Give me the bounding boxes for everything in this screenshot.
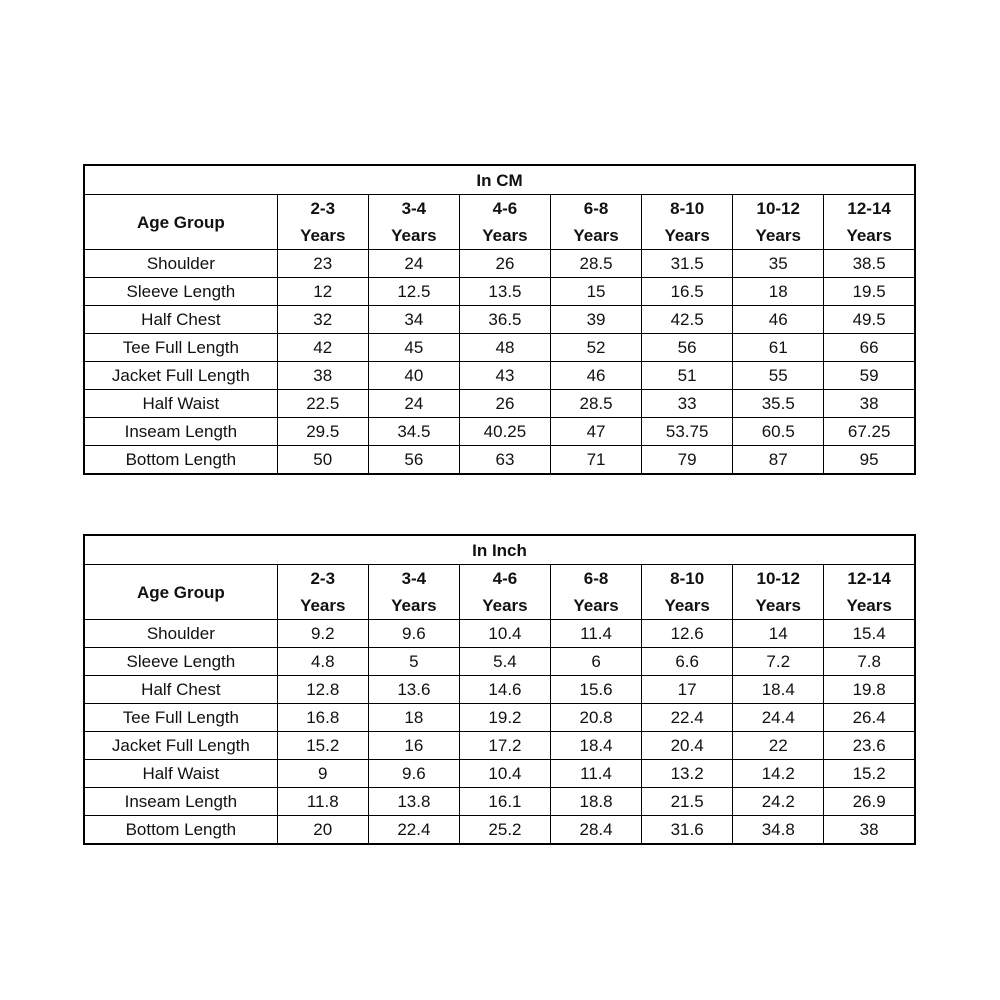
age-unit: Years: [846, 226, 892, 245]
age-unit: Years: [482, 226, 528, 245]
measurement-cell: 19.5: [824, 278, 915, 306]
measurement-cell: 59: [824, 362, 915, 390]
age-range: 12-14: [847, 199, 891, 218]
measurement-cell: 26: [459, 250, 550, 278]
table-row: [84, 732, 915, 760]
measurement-cell: 4.8: [277, 648, 368, 676]
age-column-header: [368, 565, 459, 620]
size-chart-cm-table: [83, 164, 916, 475]
table-row: [84, 390, 915, 418]
age-range: 8-10: [670, 569, 705, 588]
measurement-cell: 18: [368, 704, 459, 732]
table-row: [84, 306, 915, 334]
measurement-cell: 12.8: [277, 676, 368, 704]
table-row: [84, 278, 915, 306]
age-range: 10-12: [756, 569, 800, 588]
measurement-cell: 20.4: [642, 732, 733, 760]
age-column-header: [642, 195, 733, 250]
measurement-cell: 12.6: [642, 620, 733, 648]
measurement-cell: 22: [733, 732, 824, 760]
measurement-cell: 20.8: [551, 704, 642, 732]
table-title: In CM: [84, 165, 915, 195]
age-range: 6-8: [583, 569, 609, 588]
measurement-cell: 43: [459, 362, 550, 390]
row-label: Inseam Length: [84, 418, 277, 446]
measurement-cell: 6.6: [642, 648, 733, 676]
measurement-cell: 21.5: [642, 788, 733, 816]
age-column-header: [459, 565, 550, 620]
measurement-cell: 7.8: [824, 648, 915, 676]
measurement-cell: 9.6: [368, 620, 459, 648]
age-unit: Years: [391, 226, 437, 245]
row-label: Sleeve Length: [84, 648, 277, 676]
age-column-header: [642, 565, 733, 620]
age-column-header: [733, 565, 824, 620]
measurement-cell: 24: [368, 250, 459, 278]
measurement-cell: 13.5: [459, 278, 550, 306]
measurement-cell: 49.5: [824, 306, 915, 334]
measurement-cell: 7.2: [733, 648, 824, 676]
measurement-cell: 18: [733, 278, 824, 306]
table-row: [84, 620, 915, 648]
age-range: 3-4: [401, 569, 427, 588]
measurement-cell: 60.5: [733, 418, 824, 446]
measurement-cell: 67.25: [824, 418, 915, 446]
measurement-cell: 56: [368, 446, 459, 475]
row-label: Sleeve Length: [84, 278, 277, 306]
row-label: Bottom Length: [84, 816, 277, 845]
measurement-cell: 87: [733, 446, 824, 475]
age-column-header: [551, 565, 642, 620]
measurement-cell: 15.2: [277, 732, 368, 760]
row-label: Inseam Length: [84, 788, 277, 816]
age-unit: Years: [664, 596, 710, 615]
measurement-cell: 5: [368, 648, 459, 676]
header-row: [84, 565, 915, 620]
measurement-cell: 17.2: [459, 732, 550, 760]
measurement-cell: 22.4: [642, 704, 733, 732]
measurement-cell: 13.8: [368, 788, 459, 816]
age-unit: Years: [755, 596, 801, 615]
measurement-cell: 28.4: [551, 816, 642, 845]
measurement-cell: 10.4: [459, 620, 550, 648]
table-row: [84, 704, 915, 732]
age-unit: Years: [300, 596, 346, 615]
measurement-cell: 18.4: [551, 732, 642, 760]
measurement-cell: 12.5: [368, 278, 459, 306]
measurement-cell: 46: [733, 306, 824, 334]
table-row: [84, 418, 915, 446]
measurement-cell: 52: [551, 334, 642, 362]
age-group-header: Age Group: [84, 195, 277, 250]
size-chart-inch-table: [83, 534, 916, 845]
measurement-cell: 11.8: [277, 788, 368, 816]
measurement-cell: 23: [277, 250, 368, 278]
age-range: 8-10: [670, 199, 705, 218]
measurement-cell: 26.4: [824, 704, 915, 732]
row-label: Half Chest: [84, 676, 277, 704]
measurement-cell: 39: [551, 306, 642, 334]
table-row: [84, 250, 915, 278]
measurement-cell: 63: [459, 446, 550, 475]
row-label: Tee Full Length: [84, 704, 277, 732]
measurement-cell: 35: [733, 250, 824, 278]
age-unit: Years: [573, 596, 619, 615]
measurement-cell: 13.2: [642, 760, 733, 788]
age-range: 4-6: [492, 569, 518, 588]
measurement-cell: 16: [368, 732, 459, 760]
age-unit: Years: [391, 596, 437, 615]
measurement-cell: 31.5: [642, 250, 733, 278]
measurement-cell: 20: [277, 816, 368, 845]
age-unit: Years: [664, 226, 710, 245]
measurement-cell: 17: [642, 676, 733, 704]
age-range: 2-3: [310, 569, 336, 588]
measurement-cell: 15.6: [551, 676, 642, 704]
age-column-header: [824, 565, 915, 620]
measurement-cell: 45: [368, 334, 459, 362]
measurement-cell: 9.6: [368, 760, 459, 788]
row-label: Half Waist: [84, 760, 277, 788]
measurement-cell: 66: [824, 334, 915, 362]
row-label: Tee Full Length: [84, 334, 277, 362]
measurement-cell: 6: [551, 648, 642, 676]
measurement-cell: 28.5: [551, 250, 642, 278]
measurement-cell: 38.5: [824, 250, 915, 278]
measurement-cell: 40.25: [459, 418, 550, 446]
measurement-cell: 28.5: [551, 390, 642, 418]
age-range: 3-4: [401, 199, 427, 218]
measurement-cell: 25.2: [459, 816, 550, 845]
measurement-cell: 53.75: [642, 418, 733, 446]
measurement-cell: 23.6: [824, 732, 915, 760]
measurement-cell: 12: [277, 278, 368, 306]
age-unit: Years: [846, 596, 892, 615]
measurement-cell: 34.8: [733, 816, 824, 845]
measurement-cell: 79: [642, 446, 733, 475]
measurement-cell: 95: [824, 446, 915, 475]
age-column-header: [551, 195, 642, 250]
row-label: Shoulder: [84, 250, 277, 278]
measurement-cell: 56: [642, 334, 733, 362]
age-column-header: [459, 195, 550, 250]
measurement-cell: 50: [277, 446, 368, 475]
age-group-header: Age Group: [84, 565, 277, 620]
measurement-cell: 51: [642, 362, 733, 390]
measurement-cell: 22.5: [277, 390, 368, 418]
age-unit: Years: [755, 226, 801, 245]
row-label: Half Waist: [84, 390, 277, 418]
age-range: 4-6: [492, 199, 518, 218]
age-column-header: [824, 195, 915, 250]
measurement-cell: 16.8: [277, 704, 368, 732]
table-row: [84, 334, 915, 362]
measurement-cell: 14: [733, 620, 824, 648]
measurement-cell: 9.2: [277, 620, 368, 648]
measurement-cell: 9: [277, 760, 368, 788]
measurement-cell: 14.2: [733, 760, 824, 788]
measurement-cell: 33: [642, 390, 733, 418]
measurement-cell: 26.9: [824, 788, 915, 816]
measurement-cell: 11.4: [551, 620, 642, 648]
measurement-cell: 11.4: [551, 760, 642, 788]
row-label: Jacket Full Length: [84, 732, 277, 760]
measurement-cell: 16.1: [459, 788, 550, 816]
measurement-cell: 18.4: [733, 676, 824, 704]
measurement-cell: 47: [551, 418, 642, 446]
row-label: Shoulder: [84, 620, 277, 648]
table-row: [84, 676, 915, 704]
measurement-cell: 29.5: [277, 418, 368, 446]
age-range: 2-3: [310, 199, 336, 218]
measurement-cell: 34.5: [368, 418, 459, 446]
measurement-cell: 24.2: [733, 788, 824, 816]
measurement-cell: 5.4: [459, 648, 550, 676]
measurement-cell: 36.5: [459, 306, 550, 334]
header-row: [84, 195, 915, 250]
age-column-header: [277, 195, 368, 250]
age-range: 10-12: [756, 199, 800, 218]
measurement-cell: 10.4: [459, 760, 550, 788]
age-unit: Years: [300, 226, 346, 245]
table-row: [84, 648, 915, 676]
measurement-cell: 22.4: [368, 816, 459, 845]
table-row: [84, 816, 915, 845]
measurement-cell: 71: [551, 446, 642, 475]
measurement-cell: 19.2: [459, 704, 550, 732]
measurement-cell: 31.6: [642, 816, 733, 845]
measurement-cell: 15.4: [824, 620, 915, 648]
age-range: 6-8: [583, 199, 609, 218]
measurement-cell: 15.2: [824, 760, 915, 788]
age-unit: Years: [573, 226, 619, 245]
measurement-cell: 48: [459, 334, 550, 362]
age-range: 12-14: [847, 569, 891, 588]
measurement-cell: 24: [368, 390, 459, 418]
measurement-cell: 13.6: [368, 676, 459, 704]
measurement-cell: 26: [459, 390, 550, 418]
measurement-cell: 35.5: [733, 390, 824, 418]
measurement-cell: 19.8: [824, 676, 915, 704]
age-column-header: [368, 195, 459, 250]
measurement-cell: 34: [368, 306, 459, 334]
row-label: Half Chest: [84, 306, 277, 334]
measurement-cell: 38: [824, 390, 915, 418]
measurement-cell: 61: [733, 334, 824, 362]
measurement-cell: 46: [551, 362, 642, 390]
table-row: [84, 760, 915, 788]
measurement-cell: 40: [368, 362, 459, 390]
table-title: In Inch: [84, 535, 915, 565]
table-row: [84, 362, 915, 390]
age-column-header: [733, 195, 824, 250]
table-row: [84, 446, 915, 475]
measurement-cell: 18.8: [551, 788, 642, 816]
measurement-cell: 42: [277, 334, 368, 362]
table-title-row: [84, 165, 915, 195]
table-row: [84, 788, 915, 816]
measurement-cell: 32: [277, 306, 368, 334]
measurement-cell: 38: [277, 362, 368, 390]
measurement-cell: 14.6: [459, 676, 550, 704]
measurement-cell: 24.4: [733, 704, 824, 732]
row-label: Jacket Full Length: [84, 362, 277, 390]
table-title-row: [84, 535, 915, 565]
age-unit: Years: [482, 596, 528, 615]
measurement-cell: 38: [824, 816, 915, 845]
measurement-cell: 16.5: [642, 278, 733, 306]
row-label: Bottom Length: [84, 446, 277, 475]
measurement-cell: 42.5: [642, 306, 733, 334]
age-column-header: [277, 565, 368, 620]
measurement-cell: 55: [733, 362, 824, 390]
measurement-cell: 15: [551, 278, 642, 306]
